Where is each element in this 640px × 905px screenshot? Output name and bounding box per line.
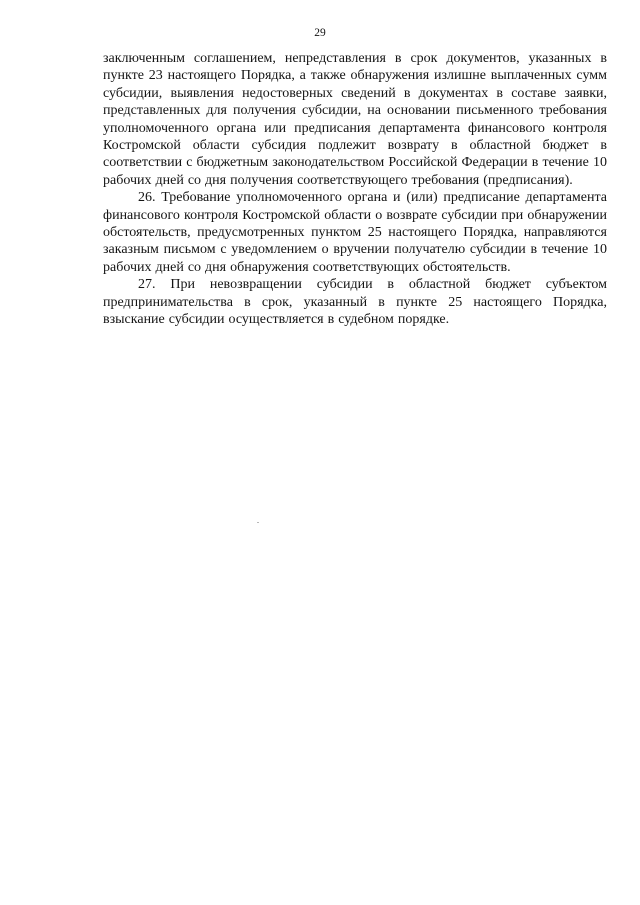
document-body	[103, 50, 607, 329]
page-number: 29	[314, 27, 326, 39]
scan-speck	[257, 522, 259, 523]
paragraph-continuation: заключенным соглашением, непредставления в срок документов, указанных в пункте 23 настоящего Порядка, а также обнаружения излишне выплаченных сумм субсидии, выявления недостоверных сведений в документах в составе заявки, представленных для получения субсидии, на основании письменного требования уполномоченного органа или предписания департамента финансового контроля Костромской области субсидия подлежит возврату в областной бюджет в соответствии с бюджетным законодательством Российской Федерации в течение 10 рабочих дней со дня получения соответствующего требования (предписания).	[103, 51, 607, 188]
paragraph-item-27: 27. При невозвращении субсидии в областной бюджет субъектом предпринимательства в срок, указанный в пункте 25 настоящего Порядка, взыскание субсидии осуществляется в судебном порядке.	[103, 277, 607, 328]
paragraph-item-26: 26. Требование уполномоченного органа и (или) предписание департамента финансового контроля Костромской области о возврате субсидии при обнаружении обстоятельств, предусмотренных пунктом 25 настоящего Порядка, направляются заказным письмом с уведомлением о вручении получателю субсидии в течение 10 рабочих дней со дня обнаружения соответствующих обстоятельств.	[103, 190, 607, 275]
